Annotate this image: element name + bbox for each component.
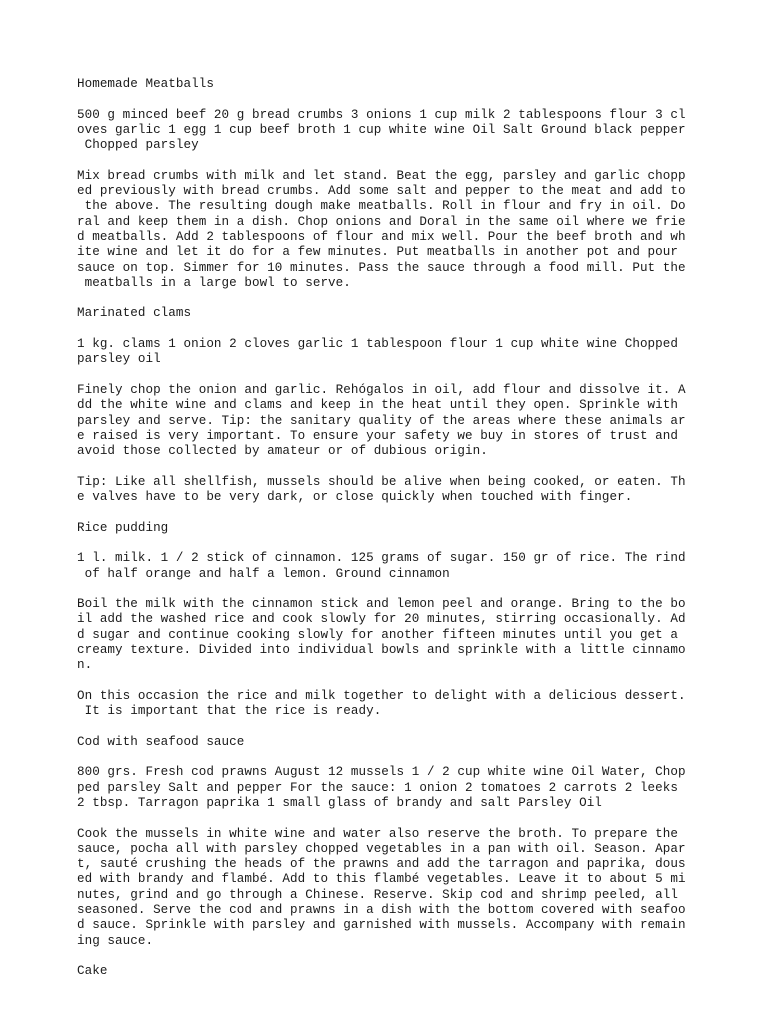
recipe-title-cod: Cod with seafood sauce <box>77 734 245 749</box>
instructions-rice-pudding: Boil the milk with the cinnamon stick and lemon peel and orange. Bring to the bo il add the washed rice and cook slowly for 20 minutes, stirring occasionally. Ad d sugar and continue cooking slowly for another fifteen minutes until you get a creamy texture. Divided into individual bowls and sprinkle with a little cinnamo n. <box>77 597 686 673</box>
ingredients-clams: 1 kg. clams 1 onion 2 cloves garlic 1 tablespoon flour 1 cup white wine Chopped parsley oil <box>77 337 678 367</box>
note-rice-pudding: On this occasion the rice and milk together to delight with a delicious dessert. It is important that the rice is ready. <box>77 688 686 719</box>
ingredients-rice-pudding: 1 l. milk. 1 / 2 stick of cinnamon. 125 grams of sugar. 150 gr of rice. The rind of half orange and half a lemon. Ground cinnamon <box>77 551 686 581</box>
ingredients-meatballs: 500 g minced beef 20 g bread crumbs 3 onions 1 cup milk 2 tablespoons flour 3 cl oves garlic 1 egg 1 cup beef broth 1 cup white wine Oil Salt Ground black pepper Chopped parsley <box>77 107 686 153</box>
recipe-title-rice-pudding: Rice pudding <box>77 520 169 535</box>
document-text <box>77 77 717 995</box>
recipe-title-clams: Marinated clams <box>77 306 192 321</box>
ingredients-cod: 800 grs. Fresh cod prawns August 12 mussels 1 / 2 cup white wine Oil Water, Chop ped parsley Salt and pepper For the sauce: 1 onion 2 tomatoes 2 carrots 2 leeks 2 tbsp. Tarragon paprika 1 small glass of brandy and salt Parsley Oil <box>77 765 686 810</box>
instructions-clams: Finely chop the onion and garlic. Rehógalos in oil, add flour and dissolve it. A dd the white wine and clams and keep in the heat until they open. Sprinkle with parsley and serve. Tip: the sanitary quality of the areas where these animals ar e raised is very important. To ensure your safety we buy in stores of trust and avoid those collected by amateur or of dubious origin. <box>77 382 686 459</box>
instructions-meatballs: Mix bread crumbs with milk and let stand. Beat the egg, parsley and garlic chopp ed previously with bread crumbs. Add some salt and pepper to the meat and add to the above. The resulting dough make meatballs. Roll in flour and fry in oil. Do ral and keep them in a dish. Chop onions and Doral in the same oil where we frie d meatballs. Add 2 tablespoons of flour and mix well. Pour the beef broth and wh ite wine and let it do for a few minutes. Put meatballs in another pot and pour sauce on top. Simmer for 10 minutes. Pass the sauce through a food mill. Put the meatballs in a large bowl to serve. <box>77 168 686 290</box>
instructions-cod: Cook the mussels in white wine and water also reserve the broth. To prepare the sauce, pocha all with parsley chopped vegetables in a pan with oil. Season. Apar t, sauté crushing the heads of the prawns and add the tarragon and paprika, dous ed with brandy and flambé. Add to this flambé vegetables. Leave it to about 5 mi nutes, grind and go through a Chinese. Reserve. Skip cod and shrimp peeled, all seasoned. Serve the cod and prawns in a dish with the bottom covered with seafoo d sauce. Sprinkle with parsley and garnished with mussels. Accompany with remain ing sauce. <box>77 826 686 948</box>
tip-mussels: Tip: Like all shellfish, mussels should be alive when being cooked, or eaten. Th e valves have to be very dark, or close quickly when touched with finger. <box>77 474 686 505</box>
recipe-title-meatballs: Homemade Meatballs <box>77 77 214 91</box>
recipe-title-cake: Cake <box>77 964 108 979</box>
